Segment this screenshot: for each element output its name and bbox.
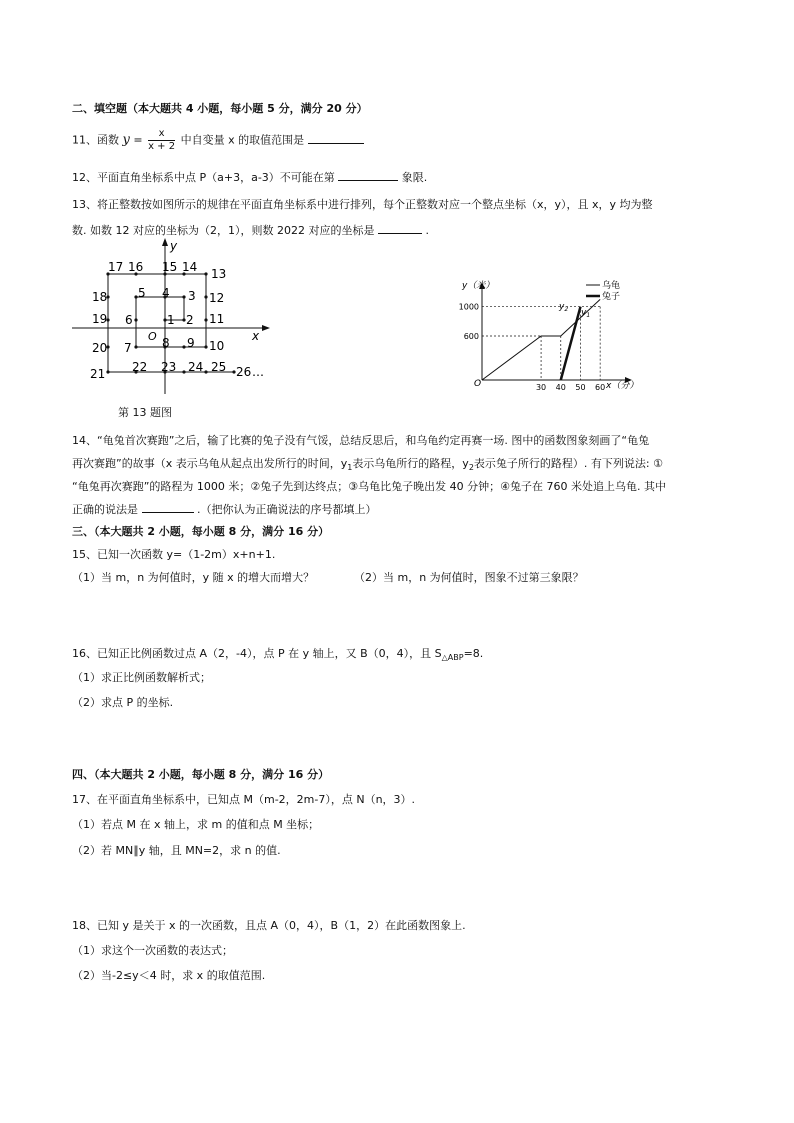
fig13-num-6: 6 — [125, 313, 133, 327]
legend-turtle: 乌龟 — [602, 281, 621, 291]
fig13-num-24: 24 — [188, 360, 204, 374]
chart-origin: O — [474, 379, 482, 389]
label-y2: $y_2$ — [559, 302, 569, 313]
q16-stem-a: 16、已知正比例函数过点 A（2，-4），点 P 在 y 轴上，又 B（0，4），且 S — [72, 647, 442, 660]
chart-xtick-30: 30 — [535, 383, 547, 392]
q12-suffix: 象限. — [401, 171, 428, 184]
section2-title: 二、填空题（本大题共 4 小题，每小题 5 分，满分 20 分） — [72, 102, 368, 115]
figure-14-chart — [458, 276, 644, 396]
figure-13 — [66, 236, 276, 398]
q14-line2b: 表示乌龟所行的路程，y — [352, 457, 469, 470]
q16-stem-sub: △ABP — [441, 653, 464, 663]
q18-part2: （2）当-2≤y＜4 时，求 x 的取值范围. — [72, 969, 266, 982]
label-y1: $y_1$ — [581, 308, 591, 319]
fig13-num-15: 15 — [162, 260, 178, 274]
q14-sub2: 2 — [468, 463, 474, 473]
q13-line2-end: . — [425, 224, 429, 237]
question-12 — [72, 170, 427, 185]
section3-title: 三、（本大题共 2 小题，每小题 8 分，满分 16 分） — [72, 525, 330, 538]
q14-line4 — [72, 502, 377, 517]
question-11 — [72, 128, 364, 153]
q11-suffix: 中自变量 x 的取值范围是 — [180, 133, 305, 147]
q14-answer-blank[interactable] — [142, 502, 194, 513]
fig13-num-13: 13 — [211, 267, 227, 281]
fig13-num-7: 7 — [124, 341, 132, 355]
q13-line2-text: 数. 如数 12 对应的坐标为（2，1），则数 2022 对应的坐标是 — [72, 224, 375, 237]
q16-part2: （2）求点 P 的坐标. — [72, 696, 174, 709]
q11-numerator: x — [148, 128, 175, 141]
fig13-num-22: 22 — [132, 360, 148, 374]
q13-line1: 13、将正整数按如图所示的规律在平面直角坐标系中进行排列，每个正整数对应一个整点坐标（x，y），且 x，y 均为整 — [72, 198, 653, 211]
fig13-num-21: 21 — [90, 367, 106, 381]
q14-line1: 14、“龟兔首次赛跑”之后，输了比赛的兔子没有气馁，总结反思后，和乌龟约定再赛一场. 图中的函数图象刻画了“龟兔 — [72, 434, 650, 447]
fig13-num-26: 26 — [236, 365, 252, 379]
fig13-num-10: 10 — [209, 339, 225, 353]
q11-fraction — [148, 128, 175, 153]
q16-stem — [72, 647, 483, 665]
chart-xtick-40: 40 — [555, 383, 566, 392]
q17-part1: （1）若点 M 在 x 轴上，求 m 的值和点 M 坐标； — [72, 818, 320, 831]
q13-answer-blank[interactable] — [378, 223, 422, 234]
q11-y: y — [122, 132, 130, 148]
q16-stem-b: =8. — [463, 647, 484, 660]
q16-part1: （1）求正比例函数解析式； — [72, 671, 211, 684]
q11-denominator: x + 2 — [148, 141, 176, 152]
legend-rabbit: 兔子 — [602, 292, 621, 302]
fig13-num-5: 5 — [138, 286, 146, 300]
q12-prefix: 12、平面直角坐标系中点 P（a+3，a-3）不可能在第 — [72, 171, 335, 184]
q12-answer-blank[interactable] — [338, 170, 398, 181]
fig13-axis-y: y — [170, 239, 178, 253]
fig13-num-19: 19 — [92, 312, 108, 326]
q15-stem: 15、已知一次函数 y=（1-2m）x+n+1. — [72, 548, 276, 561]
q17-stem: 17、在平面直角坐标系中，已知点 M（m-2，2m-7），点 N（n，3）. — [72, 793, 416, 806]
chart-xtick-60: 60 — [595, 383, 606, 392]
chart-ytick-1000: 1000 — [458, 302, 479, 312]
q18-stem: 18、已知 y 是关于 x 的一次函数，且点 A（0，4），B（1，2）在此函数图象上. — [72, 919, 466, 932]
fig13-caption: 第 13 题图 — [118, 406, 172, 419]
q14-sub1: 1 — [347, 463, 353, 473]
q14-line2c: 表示兔子所行的路程）. 有下列说法: ① — [473, 457, 663, 470]
q14-line2 — [72, 457, 663, 475]
fig13-num-17: 17 — [108, 260, 124, 274]
chart-xtick-50: 50 — [575, 383, 586, 392]
fig13-num-8: 8 — [162, 336, 170, 350]
fig13-num-9: 9 — [187, 336, 195, 350]
q14-line4b: .（把你认为正确说法的序号都填上） — [197, 503, 377, 516]
q11-prefix: 11、函数 — [72, 133, 119, 147]
chart-x-label: x（分） — [606, 381, 639, 391]
fig13-num-23: 23 — [161, 360, 177, 374]
q15-part1: （1）当 m，n 为何值时，y 随 x 的增大而增大？ — [72, 571, 315, 584]
fig13-num-25: 25 — [211, 360, 227, 374]
q11-answer-blank[interactable] — [308, 133, 364, 144]
q18-part1: （1）求这个一次函数的表达式； — [72, 944, 233, 957]
fig13-num-18: 18 — [92, 290, 108, 304]
chart-ytick-600: 600 — [463, 332, 479, 341]
fig13-ellipsis: … — [252, 365, 264, 379]
q14-line2a: 再次赛跑”的故事（x 表示乌龟从起点出发所行的时间，y — [72, 457, 348, 470]
fig13-num-3: 3 — [188, 289, 196, 303]
q14-line4a: 正确的说法是 — [72, 503, 138, 516]
chart-y-label: y（米） — [462, 281, 495, 291]
fig13-num-2: 2 — [186, 313, 194, 327]
q14-line3: “龟兔再次赛跑”的路程为 1000 米；②兔子先到达终点；③乌龟比兔子晚出发 40 分钟；④兔子在 760 米处追上乌龟. 其中 — [72, 480, 666, 493]
chart-series-y2 — [561, 307, 581, 380]
fig13-origin: O — [148, 330, 157, 343]
fig13-num-1: 1 — [167, 313, 175, 327]
q17-part2: （2）若 MN∥y 轴，且 MN=2，求 n 的值. — [72, 844, 281, 857]
q15-part2: （2）当 m，n 为何值时，图象不过第三象限？ — [354, 571, 584, 584]
fig13-num-12: 12 — [209, 291, 225, 305]
fig13-num-11: 11 — [209, 312, 225, 326]
section4-title: 四、（本大题共 2 小题，每小题 8 分，满分 16 分） — [72, 768, 330, 781]
fig13-num-16: 16 — [128, 260, 144, 274]
fig13-axis-x: x — [252, 329, 260, 343]
q11-eq: = — [133, 133, 143, 147]
fig13-num-4: 4 — [162, 286, 170, 300]
fig13-num-20: 20 — [92, 341, 108, 355]
fig13-num-14: 14 — [182, 260, 198, 274]
